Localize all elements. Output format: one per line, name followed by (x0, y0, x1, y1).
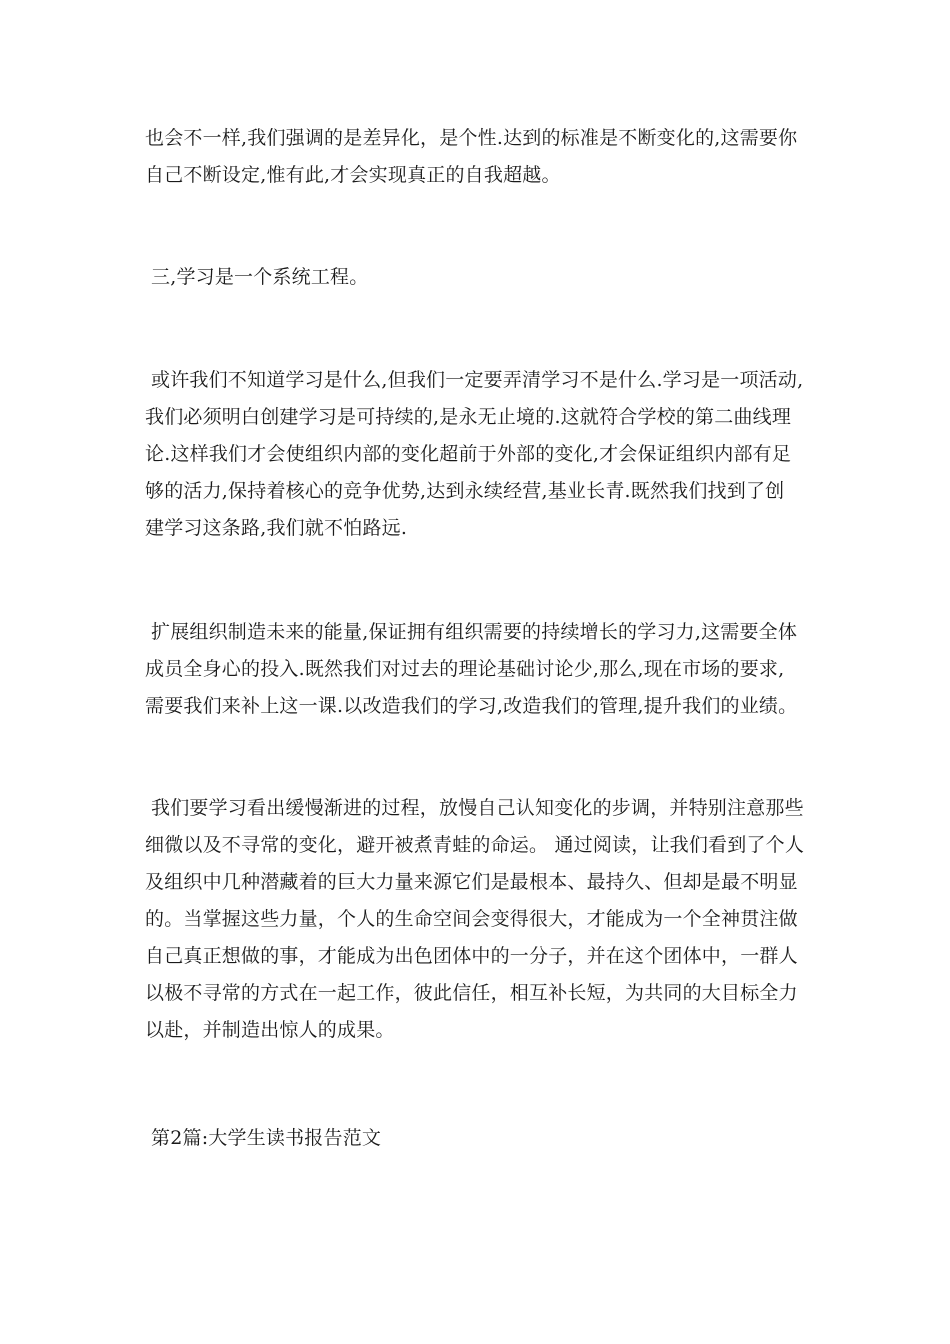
text-line: 以极不寻常的方式在一起工作，彼此信任，相互补长短，为共同的大目标全力 (145, 982, 798, 1004)
text-line: 细微以及不寻常的变化，避开被煮青蛙的命运。 通过阅读，让我们看到了个人 (145, 834, 805, 856)
text-line: 三,学习是一个系统工程。 (151, 266, 369, 288)
text-line: 够的活力,保持着核心的竞争优势,达到永续经营,基业长青.既然我们找到了创 (145, 480, 785, 502)
text-line: 需要我们来补上这一课.以改造我们的学习,改造我们的管理,提升我们的业绩。 (145, 695, 798, 717)
section-heading-article-2 (145, 1120, 815, 1157)
text-line: 我们要学习看出缓慢渐进的过程，放慢自己认知变化的步调，并特别注意那些 (151, 797, 804, 819)
text-line: 自己真正想做的事，才能成为出色团体中的一分子，并在这个团体中，一群人 (145, 945, 798, 967)
paragraph-1 (145, 120, 815, 194)
paragraph-4 (145, 790, 815, 1049)
text-line: 扩展组织制造未来的能量,保证拥有组织需要的持续增长的学习力,这需要全体 (151, 621, 798, 643)
paragraph-3 (145, 614, 815, 725)
text-line: 第2篇:大学生读书报告范文 (151, 1127, 382, 1149)
text-line: 的。当掌握这些力量，个人的生命空间会变得很大，才能成为一个全神贯注做 (145, 908, 798, 930)
paragraph-2 (145, 362, 815, 547)
text-line: 或许我们不知道学习是什么,但我们一定要弄清学习不是什么.学习是一项活动, (151, 369, 804, 391)
text-line: 以赴，并制造出惊人的成果。 (145, 1019, 395, 1041)
text-line: 我们必须明白创建学习是可持续的,是永无止境的.这就符合学校的第二曲线理 (145, 406, 792, 428)
section-heading-3 (145, 259, 815, 296)
text-line: 建学习这条路,我们就不怕路远. (145, 517, 408, 539)
text-line: 及组织中几种潜藏着的巨大力量来源它们是最根本、最持久、但却是最不明显 (145, 871, 798, 893)
text-line: 也会不一样,我们强调的是差异化，是个性.达到的标准是不断变化的,这需要你 (145, 127, 798, 149)
text-line: 自己不断设定,惟有此,才会实现真正的自我超越。 (145, 164, 561, 186)
text-line: 论.这样我们才会使组织内部的变化超前于外部的变化,才会保证组织内部有足 (145, 443, 792, 465)
text-line: 成员全身心的投入.既然我们对过去的理论基础讨论少,那么,现在市场的要求, (145, 658, 785, 680)
